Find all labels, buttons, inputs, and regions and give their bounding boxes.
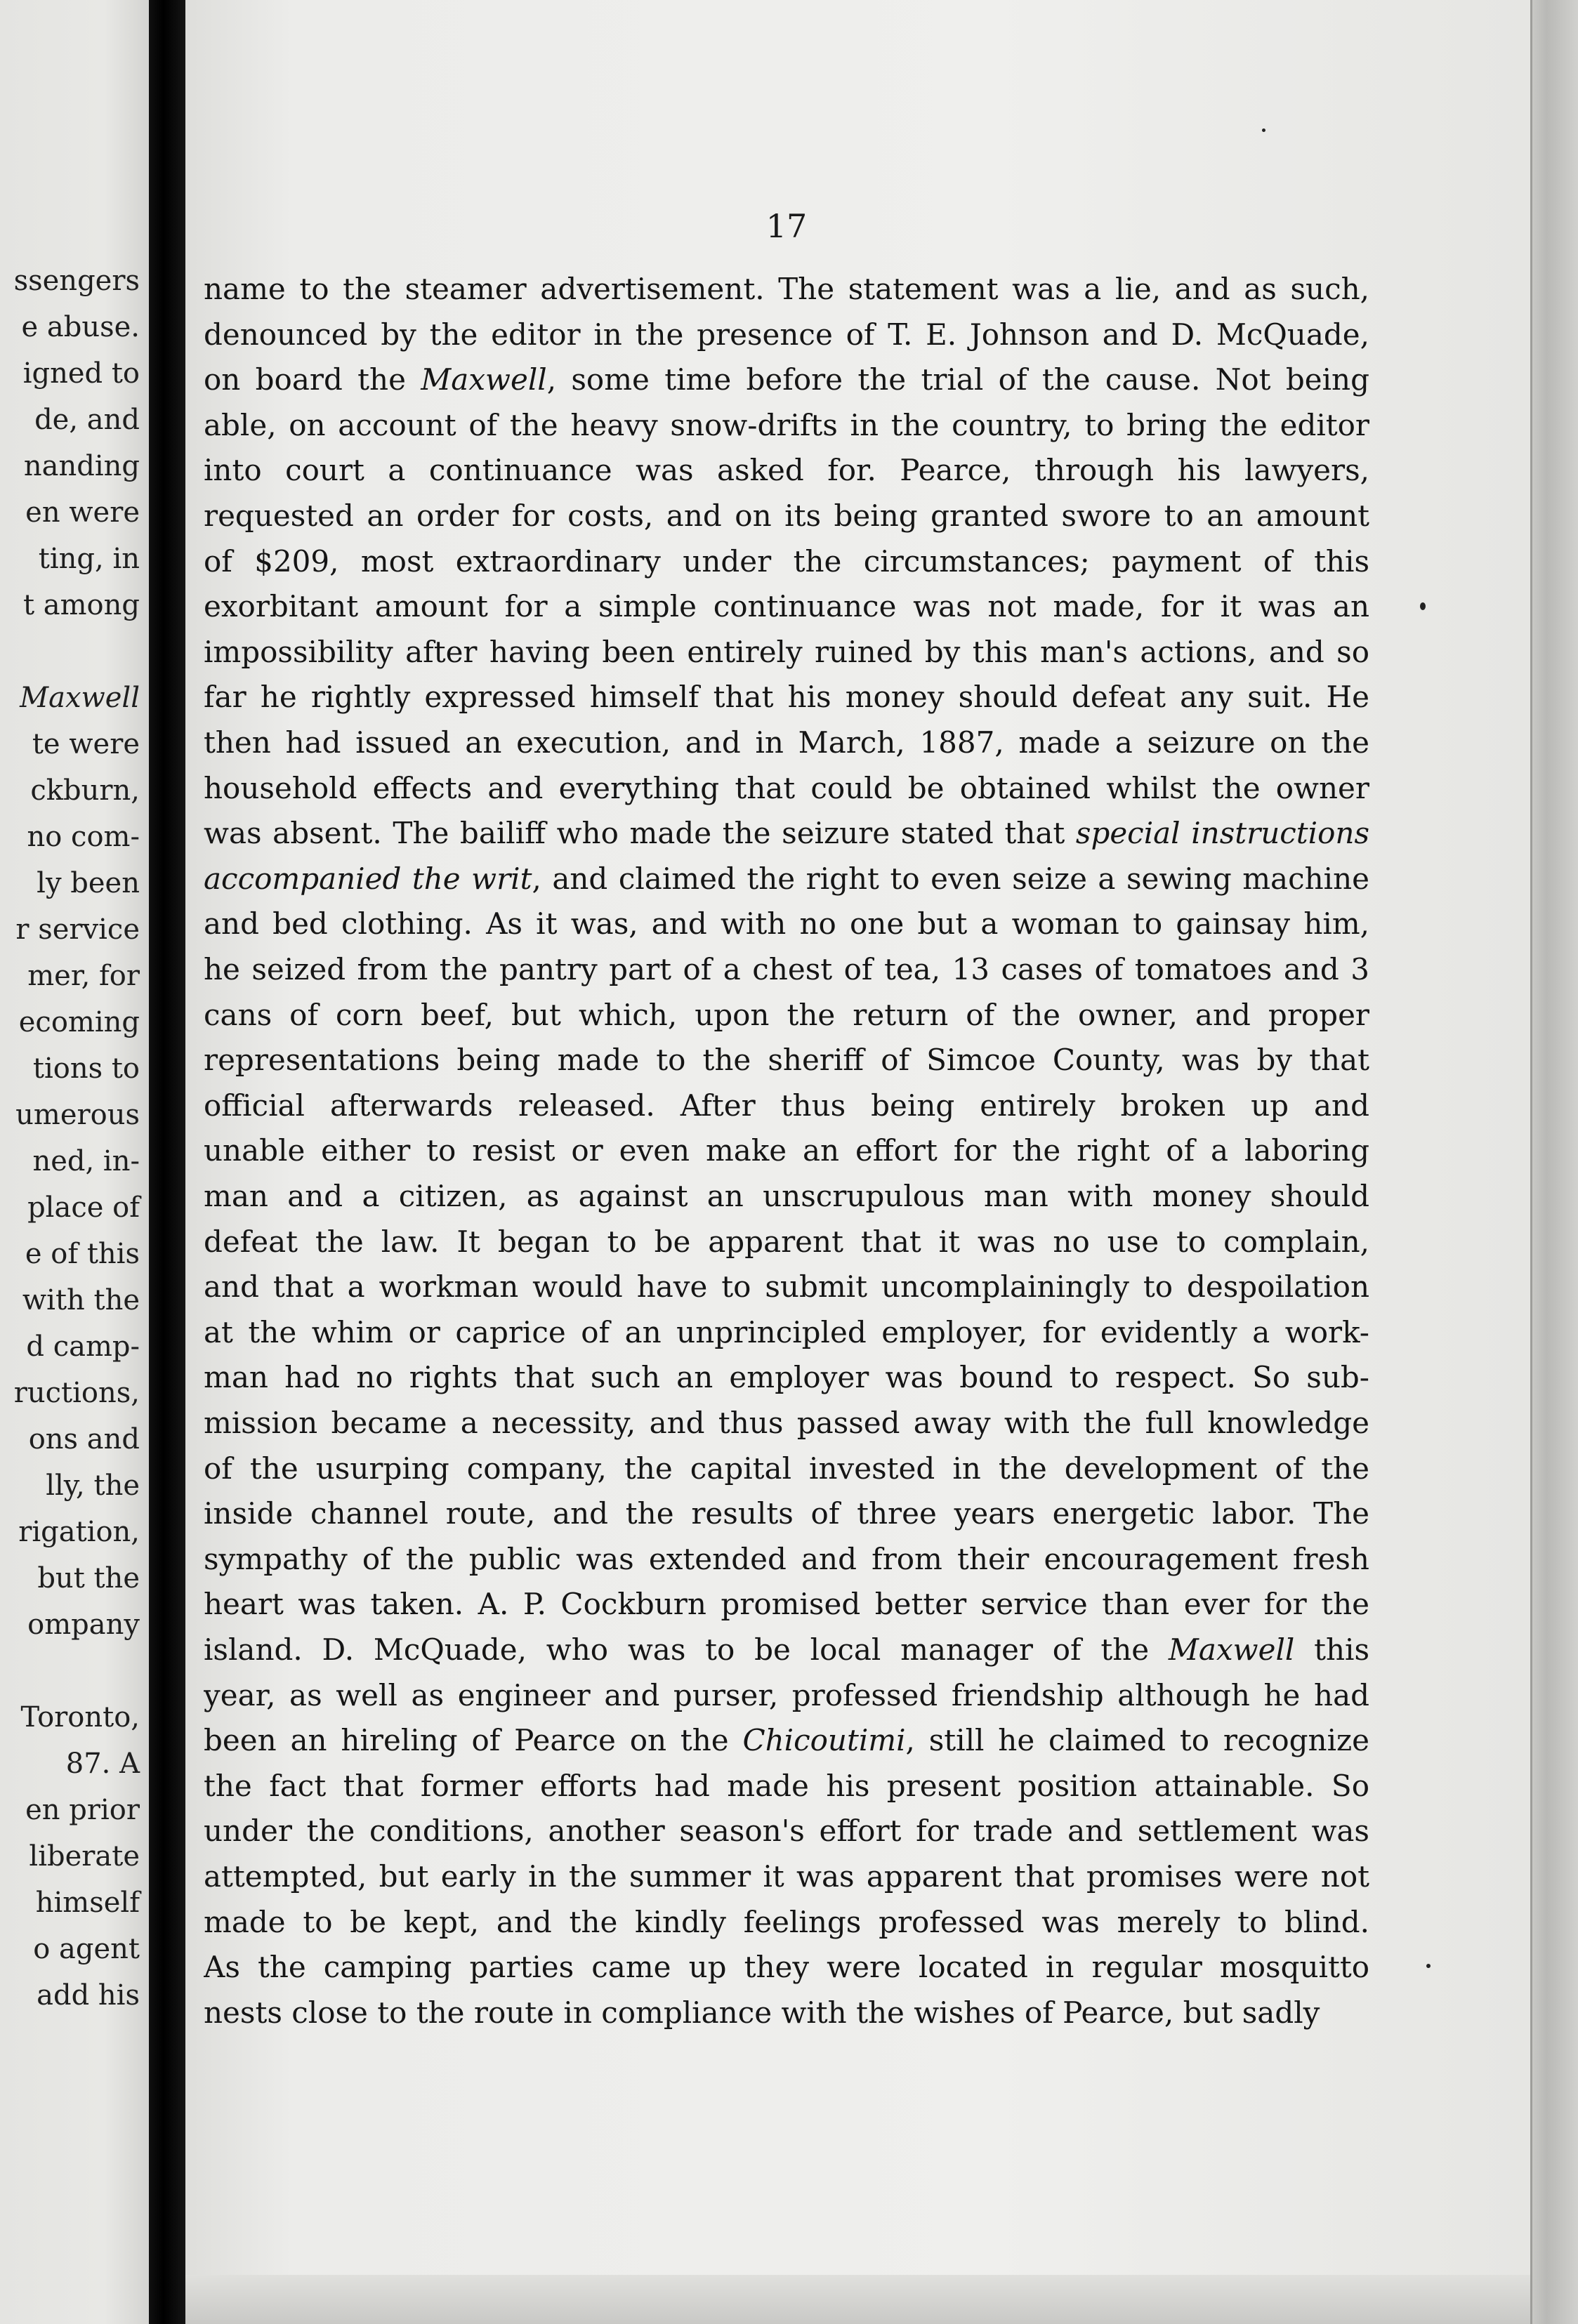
left-page-line: but the <box>37 1562 140 1595</box>
text-line: defeat the law. It began to be apparent that it was no use to complain, <box>204 1224 1369 1259</box>
left-page-edge <box>0 0 149 2324</box>
left-page-line: nanding <box>23 450 140 482</box>
text-line: mission became a necessity, and thus passed away with the full knowledge <box>204 1406 1369 1440</box>
left-page-line: en prior <box>25 1794 140 1826</box>
left-page-line: tions to <box>32 1052 140 1085</box>
left-page-line: 87. A <box>65 1748 140 1780</box>
left-page-line: ompany <box>27 1609 140 1641</box>
left-page-line: ons and <box>28 1423 140 1455</box>
text-line: of $209, most extraordinary under the circumstances; payment of this <box>204 543 1369 579</box>
text-line: heart was taken. A. P. Cockburn promised better service than ever for the <box>204 1587 1369 1622</box>
left-page-line: himself <box>35 1887 140 1919</box>
text-line: far he rightly expressed himself that his money should defeat any suit. He <box>204 680 1369 715</box>
left-page-line: rigation, <box>18 1516 140 1548</box>
ink-speck <box>1262 128 1265 132</box>
left-page-line: o agent <box>33 1933 140 1965</box>
ink-speck <box>1426 1964 1431 1968</box>
text-line: and that a workman would have to submit uncomplainingly to despoilation <box>204 1269 1369 1305</box>
left-page-line: ting, in <box>38 543 140 575</box>
text-line: attempted, but early in the summer it was apparent that promises were not <box>204 1859 1369 1894</box>
text-line: and bed clothing. As it was, and with no one but a woman to gainsay him, <box>204 906 1369 942</box>
left-page-line: with the <box>22 1284 140 1316</box>
left-page-line: umerous <box>15 1099 140 1131</box>
left-page-line: te were <box>32 728 140 760</box>
ink-speck <box>1420 602 1426 610</box>
left-page-line: e of this <box>25 1238 140 1270</box>
left-page-line: add his <box>37 1979 140 2012</box>
left-page-line: de, and <box>34 404 140 436</box>
text-line: he seized from the pantry part of a chest of tea, 13 cases of tomatoes and 3 <box>204 952 1369 986</box>
left-page-line: e abuse. <box>21 311 140 343</box>
text-line: on board the Maxwell, some time before the trial of the cause. Not being <box>204 362 1369 397</box>
text-line: island. D. McQuade, who was to be local manager of the Maxwell this <box>204 1632 1369 1667</box>
text-line: cans of corn beef, but which, upon the return of the owner, and proper <box>204 997 1369 1032</box>
left-page-line: mer, for <box>27 960 140 992</box>
text-line: official afterwards released. After thus being entirely broken up and <box>204 1088 1369 1123</box>
left-page-line: ly been <box>37 867 140 899</box>
text-line: the fact that former efforts had made his present position attainable. So <box>204 1768 1369 1803</box>
text-line: household effects and everything that could be obtained whilst the owner <box>204 770 1369 805</box>
text-line: been an hireling of Pearce on the Chicoutimi, still he claimed to recognize <box>204 1723 1369 1758</box>
left-page-line: igned to <box>22 357 140 390</box>
text-line: man and a citizen, as against an unscrupulous man with money should <box>204 1179 1369 1213</box>
left-page-line: no com- <box>27 821 140 853</box>
text-line: then had issued an execution, and in March, 1887, made a seizure on the <box>204 725 1369 760</box>
text-line: accompanied the writ, and claimed the right to even seize a sewing machine <box>204 861 1369 896</box>
left-page-line: r service <box>15 913 140 946</box>
text-line: at the whim or caprice of an unprincipled employer, for evidently a work- <box>204 1314 1369 1349</box>
left-page-line: ecoming <box>18 1006 140 1038</box>
text-line: under the conditions, another season's effort for trade and settlement was <box>204 1814 1369 1849</box>
left-page-line: t among <box>22 589 140 621</box>
text-line: requested an order for costs, and on its being granted swore to an amount <box>204 499 1369 533</box>
page-number: 17 <box>765 207 808 245</box>
text-line: representations being made to the sheriff of Simcoe County, was by that <box>204 1043 1369 1078</box>
text-line: made to be kept, and the kindly feelings professed was merely to blind. <box>204 1904 1369 1939</box>
bottom-page-edge <box>185 2275 1530 2324</box>
left-page-line: Toronto, <box>20 1701 140 1734</box>
left-page-line: Maxwell <box>20 682 140 714</box>
right-page-edge <box>1530 0 1578 2324</box>
left-page-line: ned, in- <box>32 1145 140 1177</box>
text-line: into court a continuance was asked for. Pearce, through his lawyers, <box>204 453 1369 488</box>
left-page-line: ssengers <box>13 265 140 297</box>
text-line: of the usurping company, the capital invested in the development of the <box>204 1451 1369 1486</box>
text-line: man had no rights that such an employer was bound to respect. So sub- <box>204 1360 1369 1395</box>
text-line: inside channel route, and the results of three years energetic labor. The <box>204 1496 1369 1531</box>
text-line: year, as well as engineer and purser, professed friendship although he had <box>204 1677 1369 1712</box>
left-page-line: liberate <box>29 1840 140 1873</box>
text-line: name to the steamer advertisement. The statement was a lie, and as such, <box>204 272 1369 306</box>
book-spine-gutter <box>149 0 185 2324</box>
text-line: nests close to the route in compliance with the wishes of Pearce, but sadly <box>204 1995 1320 2030</box>
left-page-line: en were <box>25 496 140 529</box>
text-line: denounced by the editor in the presence of T. E. Johnson and D. McQuade, <box>204 317 1369 352</box>
text-line: sympathy of the public was extended and from their encouragement fresh <box>204 1541 1369 1576</box>
left-page-line: lly, the <box>46 1470 140 1502</box>
left-page-line: d camp- <box>26 1331 140 1363</box>
text-line: exorbitant amount for a simple continuance was not made, for it was an <box>204 589 1369 624</box>
text-line: unable either to resist or even make an effort for the right of a laboring <box>204 1133 1369 1168</box>
text-line: impossibility after having been entirely ruined by this man's actions, and so <box>204 634 1369 669</box>
left-page-line: ructions, <box>13 1377 140 1409</box>
text-line: As the camping parties came up they were located in regular mosquitto <box>204 1950 1369 1985</box>
left-page-line: place of <box>27 1191 140 1224</box>
left-page-line: ckburn, <box>30 774 140 807</box>
text-line: able, on account of the heavy snow-drifts in the country, to bring the editor <box>204 407 1369 442</box>
text-line: was absent. The bailiff who made the seizure stated that special instructions <box>204 816 1369 851</box>
